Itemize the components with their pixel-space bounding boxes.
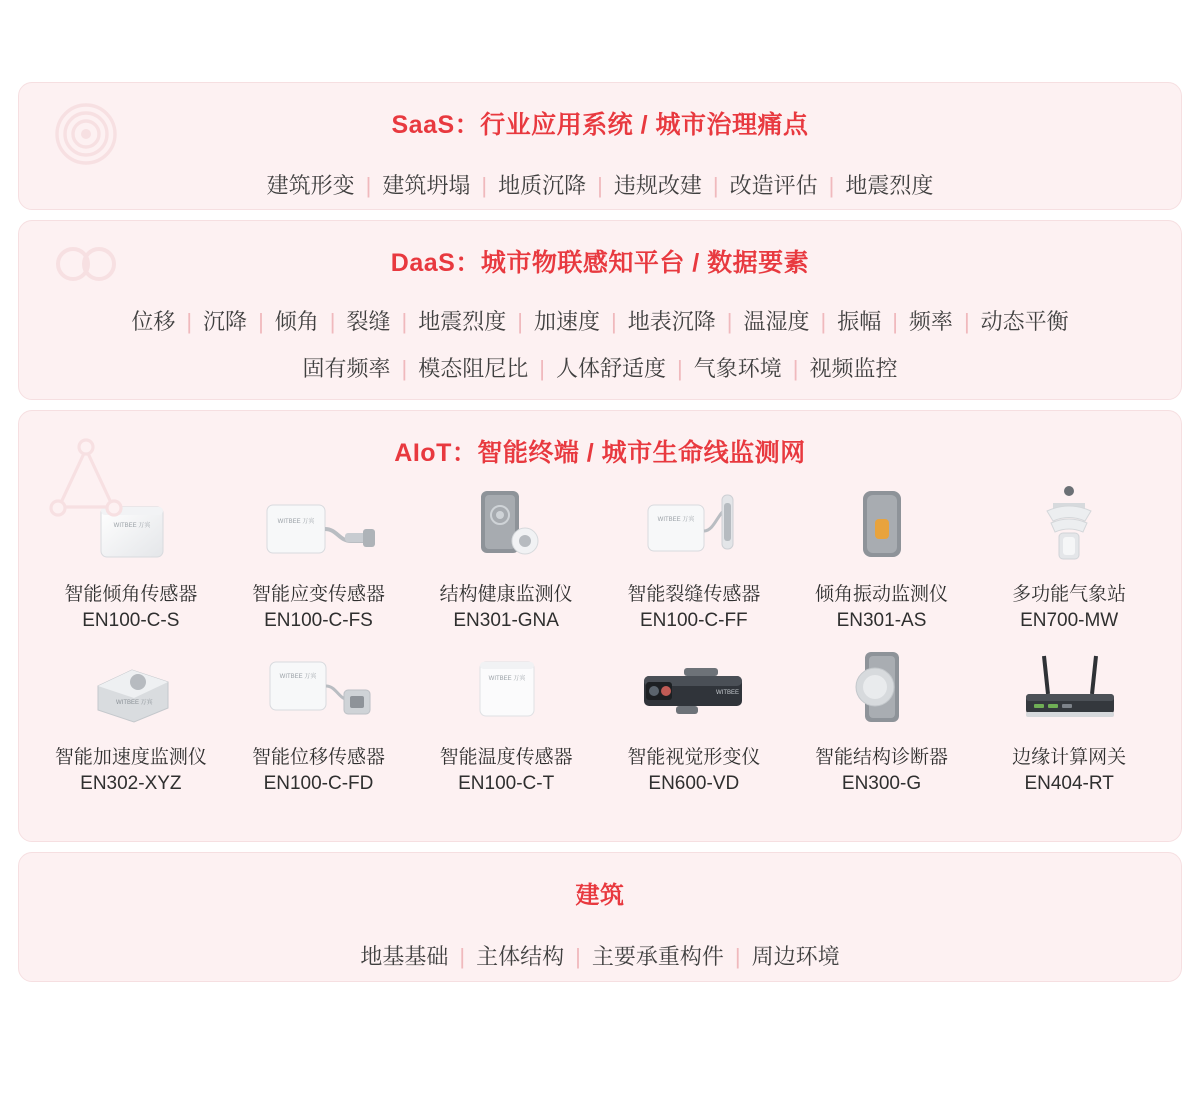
daas-item: 沉降 — [203, 309, 248, 334]
daas-item: 动态平衡 — [980, 309, 1069, 334]
device-card[interactable] — [788, 640, 976, 795]
device-model: EN404-RT — [1024, 773, 1114, 794]
saas-item: 建筑形变 — [266, 173, 355, 198]
device-card[interactable] — [37, 477, 225, 632]
device-card[interactable] — [412, 477, 600, 632]
device-model: EN301-AS — [836, 610, 927, 631]
device-card[interactable] — [225, 640, 413, 795]
daas-item: 裂缝 — [346, 309, 391, 334]
separator: | — [611, 309, 617, 334]
aiot-title — [19, 433, 1181, 469]
device-card[interactable] — [225, 477, 413, 632]
building-title: 建筑 — [575, 882, 625, 909]
separator: | — [712, 173, 719, 198]
device-name: 结构健康监测仪 — [439, 584, 573, 605]
building-items — [19, 940, 1181, 971]
device-model: EN100-C-S — [82, 610, 180, 631]
device-name: 智能位移传感器 — [251, 747, 385, 768]
device-card[interactable] — [975, 477, 1163, 632]
building-layer-panel — [18, 852, 1182, 982]
separator: | — [597, 173, 603, 198]
device-name: 倾角振动监测仪 — [814, 584, 948, 605]
device-model: EN100-C-FD — [263, 773, 374, 794]
daas-item: 视频监控 — [809, 356, 898, 381]
separator: | — [828, 173, 835, 198]
device-name: 智能温度传感器 — [439, 747, 573, 768]
device-name: 智能倾角传感器 — [64, 584, 198, 605]
daas-item: 地表沉降 — [627, 309, 716, 334]
separator: | — [481, 173, 488, 198]
device-model: EN301-GNA — [453, 610, 559, 631]
separator: | — [329, 309, 336, 334]
device-card[interactable] — [600, 640, 788, 795]
svg-text:WITBEE 万宾: WITBEE 万宾 — [488, 676, 526, 682]
separator: | — [963, 309, 970, 334]
device-model: EN100-C-T — [458, 773, 555, 794]
saas-layer-panel — [18, 82, 1182, 210]
saas-item: 地质沉降 — [498, 173, 587, 198]
daas-item: 地震烈度 — [418, 309, 507, 334]
separator: | — [575, 944, 581, 969]
device-model: EN300-G — [841, 773, 922, 794]
svg-text:WITBEE 万宾: WITBEE 万宾 — [113, 523, 151, 529]
daas-item: 模态阻尼比 — [418, 356, 529, 381]
temperature-sensor-icon — [412, 640, 600, 736]
daas-items-row-1 — [19, 305, 1181, 336]
separator: | — [539, 356, 545, 381]
daas-title-main: 城市物联感知平台 / 数据要素 — [480, 249, 810, 277]
structure-diagnostor-icon — [788, 640, 976, 736]
separator: | — [258, 309, 264, 334]
device-model: EN100-C-FF — [639, 610, 748, 631]
separator: | — [365, 173, 372, 198]
saas-item: 地震烈度 — [845, 173, 934, 198]
device-name: 智能视觉形变仪 — [627, 747, 761, 768]
device-card[interactable] — [788, 477, 976, 632]
aiot-layer-panel — [18, 410, 1182, 842]
svg-text:WITBEE 万宾: WITBEE 万宾 — [280, 674, 317, 680]
daas-item: 倾角 — [274, 309, 319, 334]
separator: | — [726, 309, 733, 334]
device-name: 智能结构诊断器 — [814, 747, 948, 768]
saas-items — [19, 169, 1181, 200]
daas-title-prefix: DaaS： — [390, 249, 481, 277]
svg-text:WITBEE 万宾: WITBEE 万宾 — [278, 519, 315, 525]
saas-title-prefix: SaaS： — [391, 111, 481, 139]
device-model: EN700-MW — [1020, 610, 1119, 631]
separator: | — [401, 356, 408, 381]
acceleration-monitor-icon — [37, 640, 225, 736]
separator: | — [401, 309, 408, 334]
saas-title — [19, 105, 1181, 141]
device-name: 智能裂缝传感器 — [627, 584, 761, 605]
saas-item: 改造评估 — [729, 173, 818, 198]
weather-station-icon — [975, 477, 1163, 573]
device-card[interactable] — [975, 640, 1163, 795]
strain-sensor-icon — [225, 477, 413, 573]
displacement-sensor-icon — [225, 640, 413, 736]
separator: | — [459, 944, 466, 969]
aiot-title-main: 智能终端 / 城市生命线监测网 — [477, 439, 806, 467]
daas-item: 频率 — [908, 309, 953, 334]
svg-text:WITBEE 万宾: WITBEE 万宾 — [657, 517, 695, 523]
edge-gateway-icon — [975, 640, 1163, 736]
device-model: EN600-VD — [648, 773, 740, 794]
structural-health-monitor-icon — [412, 477, 600, 573]
separator: | — [517, 309, 523, 334]
separator: | — [820, 309, 827, 334]
daas-item: 气象环境 — [693, 356, 782, 381]
svg-text:WITBEE: WITBEE — [715, 690, 739, 696]
device-name: 多功能气象站 — [1012, 584, 1127, 605]
device-name: 智能加速度监测仪 — [54, 747, 207, 768]
saas-title-main: 行业应用系统 / 城市治理痛点 — [480, 111, 809, 139]
device-model: EN302-XYZ — [80, 773, 182, 794]
device-card[interactable] — [37, 640, 225, 795]
building-item: 周边环境 — [751, 944, 840, 969]
separator: | — [792, 356, 799, 381]
aiot-title-prefix: AIoT： — [394, 439, 478, 467]
daas-item: 位移 — [131, 309, 176, 334]
saas-item: 违规改建 — [613, 173, 702, 198]
daas-layer-panel — [18, 220, 1182, 400]
separator: | — [677, 356, 683, 381]
device-card[interactable] — [412, 640, 600, 795]
building-item: 地基基础 — [360, 944, 449, 969]
daas-item: 人体舒适度 — [555, 356, 666, 381]
tilt-sensor-icon — [37, 477, 225, 573]
saas-item: 建筑坍塌 — [382, 173, 471, 198]
device-card[interactable] — [600, 477, 788, 632]
daas-title — [19, 243, 1181, 279]
tilt-vibration-monitor-icon — [788, 477, 976, 573]
crack-sensor-icon — [600, 477, 788, 573]
device-model: EN100-C-FS — [264, 610, 373, 631]
daas-item: 温湿度 — [743, 309, 810, 334]
device-name: 智能应变传感器 — [251, 584, 385, 605]
daas-item: 加速度 — [533, 309, 600, 334]
device-grid — [19, 477, 1181, 795]
separator: | — [186, 309, 193, 334]
separator: | — [734, 944, 741, 969]
building-item: 主要承重构件 — [591, 944, 724, 969]
daas-items-row-2 — [19, 352, 1181, 383]
building-item: 主体结构 — [476, 944, 565, 969]
separator: | — [892, 309, 898, 334]
svg-text:WITBEE 万宾: WITBEE 万宾 — [115, 700, 153, 706]
daas-item: 固有频率 — [302, 356, 391, 381]
vision-deformation-camera-icon — [600, 640, 788, 736]
daas-item: 振幅 — [837, 309, 882, 334]
device-name: 边缘计算网关 — [1012, 747, 1127, 768]
